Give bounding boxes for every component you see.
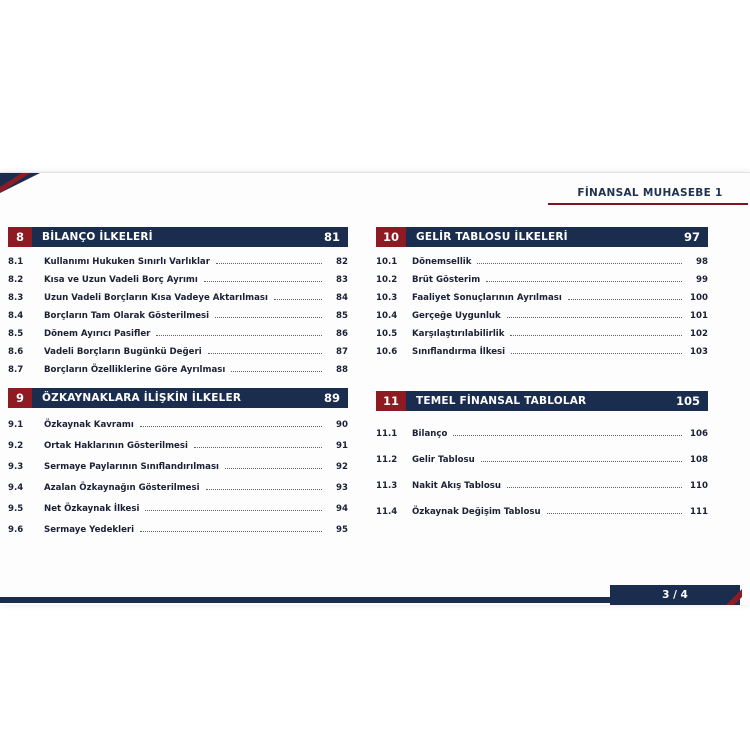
section-number: 9 — [8, 388, 32, 408]
toc-entry[interactable]: 9.4 Azalan Özkaynağın Gösterilmesi 93 — [8, 483, 348, 493]
toc-entry[interactable]: 9.6 Sermaye Yedekleri 95 — [8, 525, 348, 535]
section-title: TEMEL FİNANSAL TABLOLAR — [416, 395, 587, 407]
toc-entry[interactable]: 8.7 Borçların Özelliklerine Göre Ayrılması 88 — [8, 365, 348, 375]
section-header[interactable] — [376, 391, 708, 411]
toc-entry[interactable]: 10.3 Faaliyet Sonuçlarının Ayrılması 100 — [376, 293, 708, 303]
section-page: 97 — [683, 230, 700, 244]
section-title: ÖZKAYNAKLARA İLİŞKİN İLKELER — [42, 392, 242, 404]
toc-entry[interactable]: 9.1 Özkaynak Kavramı 90 — [8, 420, 348, 430]
toc-entry[interactable]: 11.2 Gelir Tablosu 108 — [376, 455, 708, 465]
slide — [0, 172, 750, 605]
section-number: 11 — [376, 391, 406, 411]
toc-entry[interactable]: 10.5 Karşılaştırılabilirlik 102 — [376, 329, 708, 339]
section-page: 81 — [323, 230, 340, 244]
footer — [0, 585, 750, 605]
section-header[interactable] — [8, 227, 348, 247]
header-underline — [548, 203, 748, 205]
toc-entry[interactable]: 10.2 Brüt Gösterim 99 — [376, 275, 708, 285]
toc-entry[interactable]: 10.4 Gerçeğe Uygunluk 101 — [376, 311, 708, 321]
section-title: GELİR TABLOSU İLKELERİ — [416, 231, 568, 243]
toc-section-8 — [8, 227, 348, 377]
toc-entry[interactable]: 8.3 Uzun Vadeli Borçların Kısa Vadeye Aktarılması 84 — [8, 293, 348, 303]
footer-bar — [0, 597, 640, 603]
toc-entry[interactable]: 9.5 Net Özkaynak İlkesi 94 — [8, 504, 348, 514]
page-indicator: 3 / 4 — [610, 585, 740, 605]
toc-entry[interactable]: 8.1 Kullanımı Hukuken Sınırlı Varlıklar 82 — [8, 257, 348, 267]
toc-entry[interactable]: 8.4 Borçların Tam Olarak Gösterilmesi 85 — [8, 311, 348, 321]
section-header[interactable] — [8, 388, 348, 408]
section-header[interactable] — [376, 227, 708, 247]
toc-entry[interactable]: 11.1 Bilanço 106 — [376, 429, 708, 439]
section-page: 89 — [323, 391, 340, 405]
toc-entry[interactable]: 8.6 Vadeli Borçların Bugünkü Değeri 87 — [8, 347, 348, 357]
footer-stripe-decoration — [712, 585, 742, 605]
section-page: 105 — [675, 394, 700, 408]
toc-entry[interactable]: 9.3 Sermaye Paylarının Sınıflandırılması 92 — [8, 462, 348, 472]
section-number: 10 — [376, 227, 406, 247]
toc-entry[interactable]: 8.5 Dönem Ayırıcı Pasifler 86 — [8, 329, 348, 339]
section-number: 8 — [8, 227, 32, 247]
toc-entry[interactable]: 10.6 Sınıflandırma İlkesi 103 — [376, 347, 708, 357]
toc-entry[interactable]: 9.2 Ortak Haklarının Gösterilmesi 91 — [8, 441, 348, 451]
toc-entry[interactable]: 11.3 Nakit Akış Tablosu 110 — [376, 481, 708, 491]
corner-stripes-decoration — [0, 173, 40, 197]
toc-section-10 — [376, 227, 708, 367]
toc-section-11 — [376, 391, 708, 531]
toc-entry[interactable]: 8.2 Kısa ve Uzun Vadeli Borç Ayrımı 83 — [8, 275, 348, 285]
toc-entry[interactable]: 10.1 Dönemsellik 98 — [376, 257, 708, 267]
toc-entry[interactable]: 11.4 Özkaynak Değişim Tablosu 111 — [376, 507, 708, 517]
toc-section-9 — [8, 388, 348, 538]
section-title: BİLANÇO İLKELERİ — [42, 231, 153, 243]
document-title: FİNANSAL MUHASEBE 1 — [577, 187, 723, 199]
